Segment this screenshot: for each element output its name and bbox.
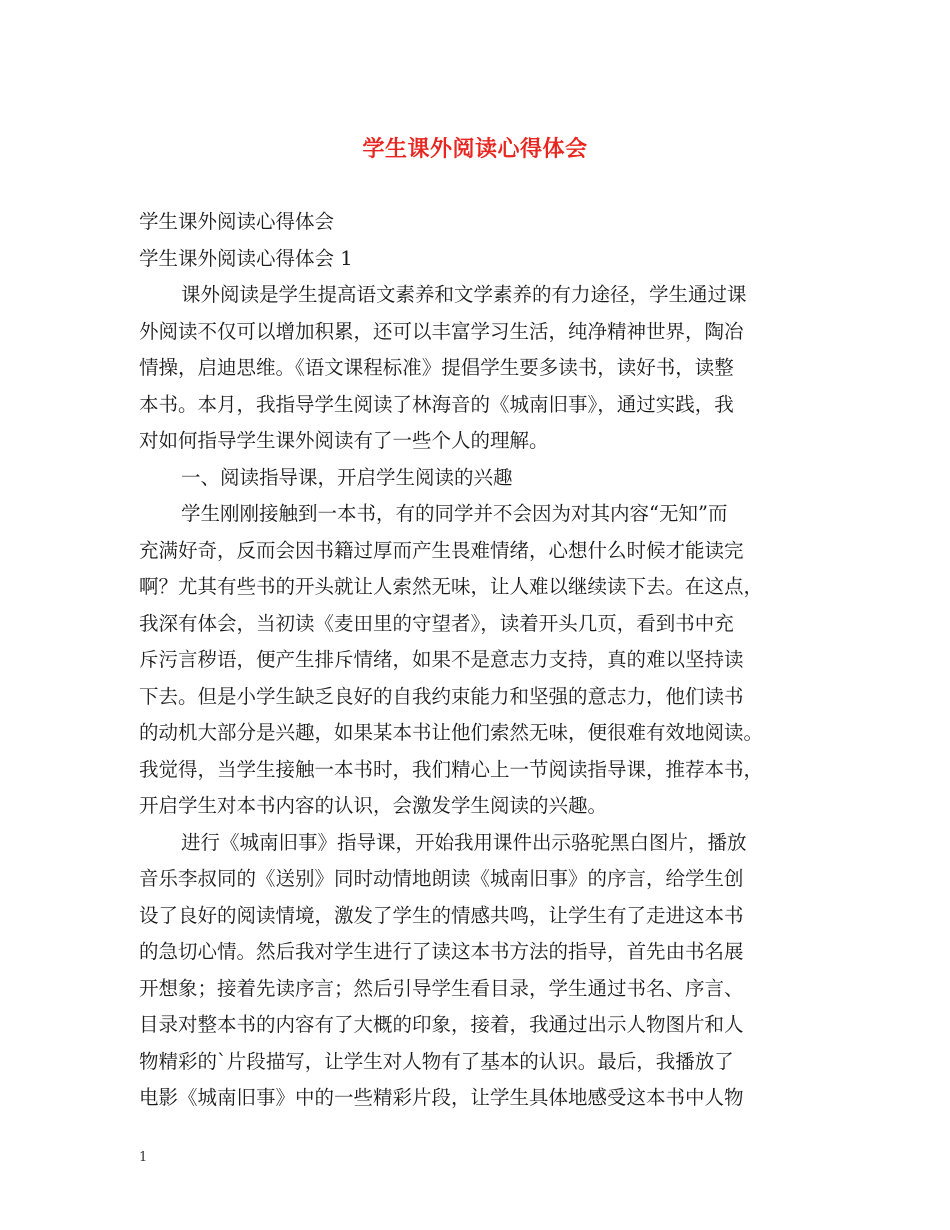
text-line: 斥污言秽语，便产生排斥情绪，如果不是意志力支持，真的难以坚持读 bbox=[139, 648, 744, 671]
text-line: 充满好奇，反而会因书籍过厚而产生畏难情绪，心想什么时候才能读完 bbox=[139, 538, 744, 562]
text-line: 开想象；接着先读序言；然后引导学生看目录，学生通过书名、序言、 bbox=[139, 976, 744, 1000]
text-line: 的急切心情。然后我对学生进行了读这本书方法的指导，首先由书名展 bbox=[139, 940, 744, 963]
text-line: 一、阅读指导课，开启学生阅读的兴趣 bbox=[181, 465, 513, 489]
text-line: 开启学生对本书内容的认识，会激发学生阅读的兴趣。 bbox=[139, 794, 608, 817]
page-title: 学生课外阅读心得体会 bbox=[362, 136, 588, 162]
text-line: 本书。本月，我指导学生阅读了林海音的《城南旧事》，通过实践，我 bbox=[139, 392, 734, 416]
text-line: 进行《城南旧事》指导课，开始我用课件出示骆驼黑白图片，播放 bbox=[181, 830, 747, 854]
text-line: 学生刚刚接触到一本书，有的同学并不会因为对其内容“无知”而 bbox=[181, 502, 728, 525]
text-line: 的动机大部分是兴趣，如果某本书让他们索然无味，便很难有效地阅读。 bbox=[139, 721, 764, 744]
page-number: 1 bbox=[139, 1150, 148, 1165]
text-line: 电影《城南旧事》中的一些精彩片段，让学生具体地感受这本书中人物 bbox=[139, 1086, 744, 1109]
text-line: 设了良好的阅读情境，激发了学生的情感共鸣，让学生有了走进这本书 bbox=[139, 903, 744, 927]
text-line: 学生课外阅读心得体会 1 bbox=[139, 246, 353, 270]
text-line: 学生课外阅读心得体会 bbox=[139, 210, 335, 233]
text-line: 音乐李叔同的《送别》同时动情地朗读《城南旧事》的序言，给学生创 bbox=[139, 867, 744, 890]
text-line: 课外阅读是学生提高语文素养和文学素养的有力途径，学生通过课 bbox=[181, 283, 747, 306]
document-body bbox=[139, 204, 815, 1117]
text-line: 我觉得，当学生接触一本书时，我们精心上一节阅读指导课，推荐本书， bbox=[139, 757, 764, 781]
text-line: 情操，启迪思维。《语文课程标准》提倡学生要多读书，读好书，读整 bbox=[139, 356, 734, 379]
text-line: 外阅读不仅可以增加积累，还可以丰富学习生活，纯净精神世界，陶冶 bbox=[139, 319, 744, 343]
text-line: 啊？尤其有些书的开头就让人索然无味，让人难以继续读下去。在这点， bbox=[139, 575, 764, 598]
text-line: 目录对整本书的内容有了大概的印象，接着，我通过出示人物图片和人 bbox=[139, 1013, 744, 1036]
text-line: 物精彩的`片段描写，让学生对人物有了基本的认识。最后，我播放了 bbox=[139, 1049, 734, 1073]
text-line: 对如何指导学生课外阅读有了一些个人的理解。 bbox=[139, 429, 549, 452]
text-line: 下去。但是小学生缺乏良好的自我约束能力和坚强的意志力，他们读书 bbox=[139, 684, 744, 708]
text-line: 我深有体会，当初读《麦田里的守望者》，读着开头几页，看到书中充 bbox=[139, 611, 734, 635]
